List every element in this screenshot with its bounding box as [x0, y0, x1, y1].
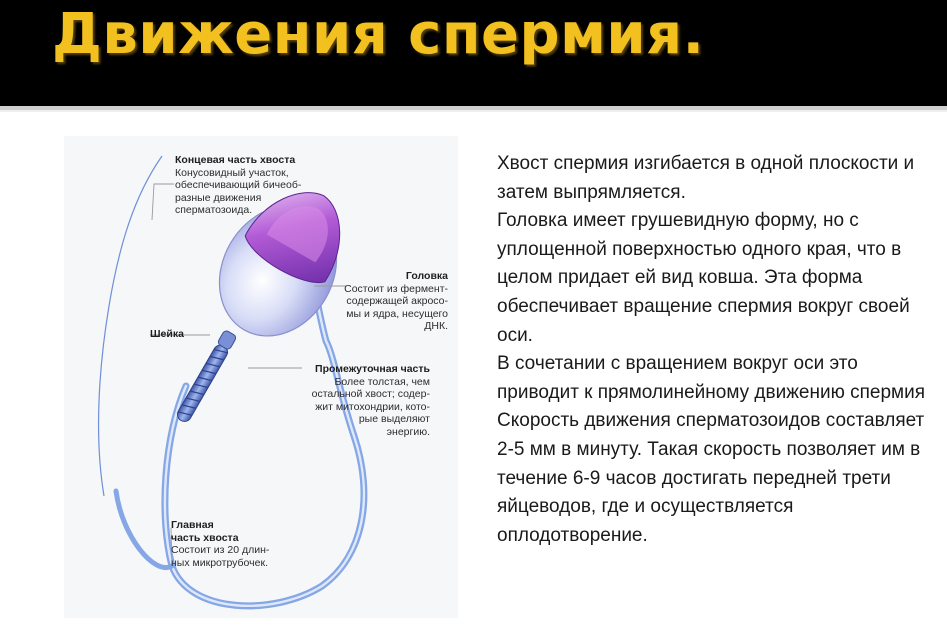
midpiece: [175, 343, 230, 424]
label-neck: [150, 328, 184, 341]
label-main-tail-text: Состоит из 20 длин- ных микротрубочек.: [171, 544, 270, 569]
description-paragraph: Хвост спермия изгибается в одной плоскости и затем выпрямляется.: [497, 153, 915, 203]
label-main-tail-heading-2: часть хвоста: [171, 531, 239, 544]
description-paragraph: Головка имеет грушевидную форму, но с уплощенной поверхностью одного края, что в целом придает ей вид ковша. Эта форма обеспечивает вращение спермия вокруг своей оси.: [497, 210, 910, 346]
sperm-diagram: [64, 136, 458, 618]
label-head: [324, 270, 448, 333]
title-bar: [0, 0, 947, 106]
label-midpiece-heading: Промежуточная часть: [315, 363, 430, 375]
label-neck-heading: Шейка: [150, 328, 184, 340]
title-separator-light: [0, 110, 947, 112]
label-midpiece: [302, 363, 430, 438]
label-tail-end: [175, 154, 301, 217]
label-tail-end-heading: Концевая часть хвоста: [175, 154, 296, 166]
slide-title: Движения спермия.: [52, 2, 705, 67]
label-main-tail: [171, 519, 269, 569]
label-head-text: Состоит из фермент- содержащей акросо- мы и ядра, несущего ДНК.: [344, 282, 448, 332]
label-head-heading: Головка: [405, 270, 448, 282]
description-paragraph: Скорость движения сперматозоидов составляет 2-5 мм в минуту. Такая скорость позволяет им в течение 6-9 часов достигать передней трети яйцеводов, где и осуществляется оплодотворение.: [497, 410, 925, 546]
label-main-tail-heading-1: Главная: [171, 519, 214, 531]
description-text: [497, 150, 937, 550]
label-midpiece-text: Более толстая, чем остальной хвост; содер- жит митохондрии, кото- рые выделяют энергию.: [311, 375, 430, 438]
label-tail-end-text: Конусовидный участок, обеспечивающий бичеоб- разные движения сперматозоида.: [175, 166, 302, 216]
description-paragraph: В сочетании с вращением вокруг оси это приводит к прямолинейному движению спермия: [497, 353, 925, 403]
